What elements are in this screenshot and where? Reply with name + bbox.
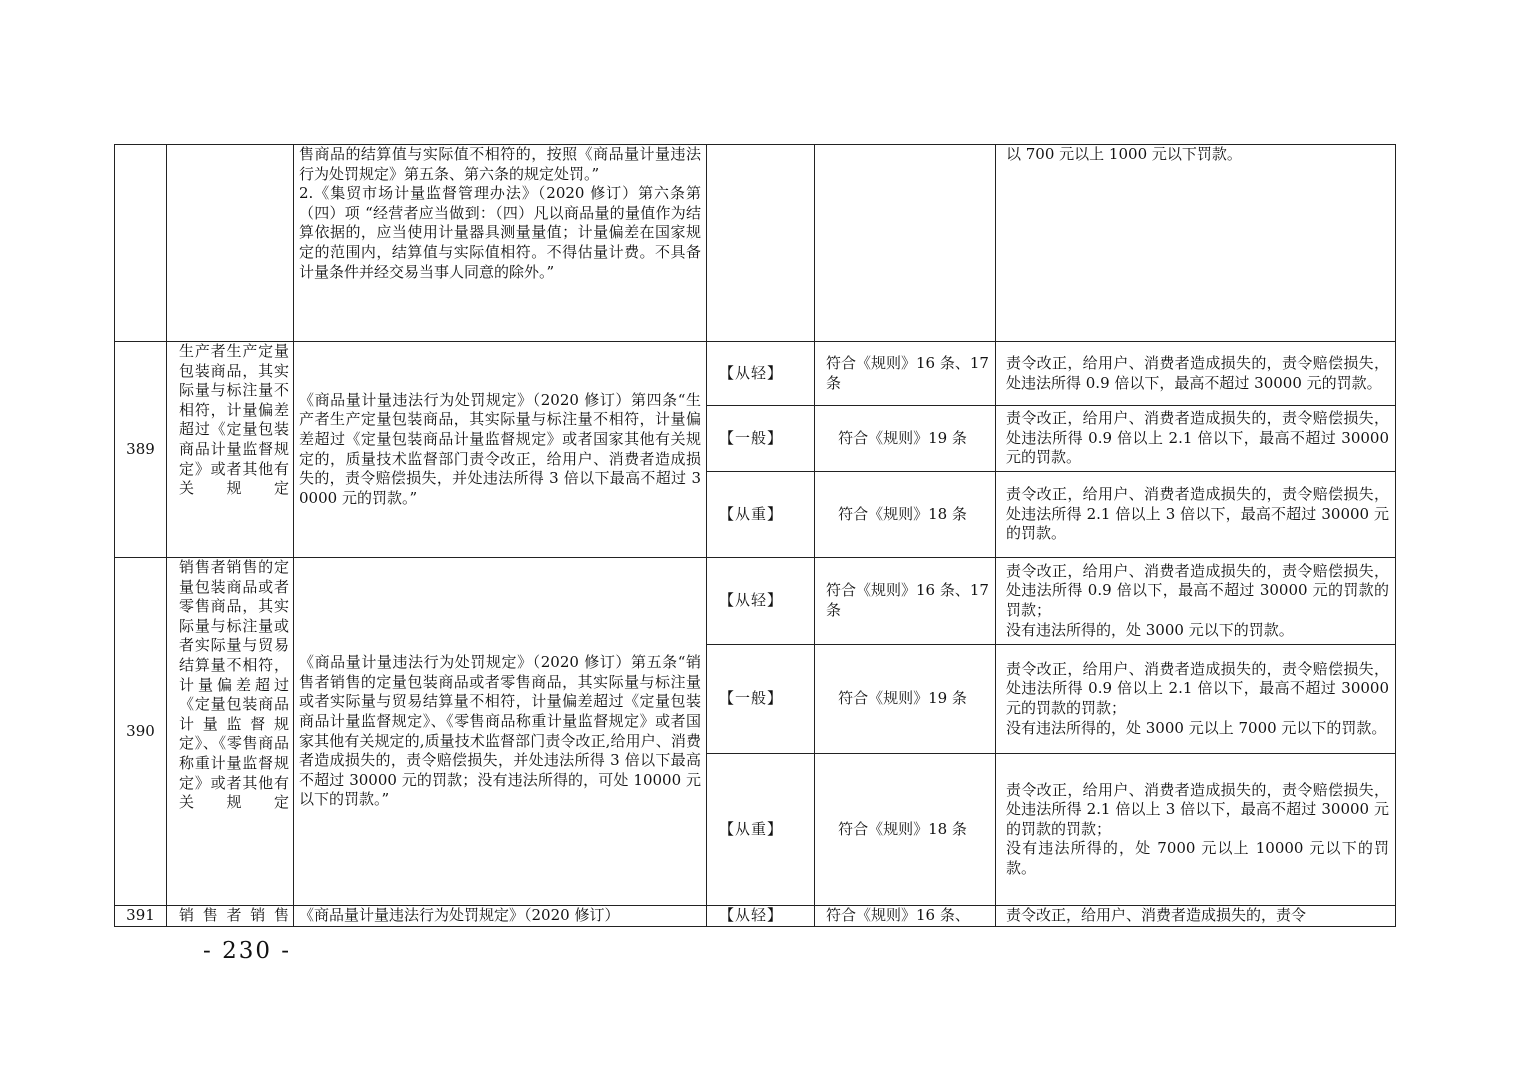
table-row-389 xyxy=(115,342,1396,406)
penalty-standard-cell xyxy=(996,754,1396,906)
applicable-condition-cell xyxy=(815,145,996,342)
table-row-continued xyxy=(115,145,1396,342)
penalty-standard-cell xyxy=(996,645,1396,754)
applicable-condition-cell: 符合《规则》18 条 xyxy=(815,754,996,906)
penalty-standard-cell: 责令改正，给用户、消费者造成损失的，责令 xyxy=(996,906,1396,927)
discretion-level-cell: 【从重】 xyxy=(707,754,815,906)
row-number-cell: 391 xyxy=(115,906,167,927)
penalty-standard-cell: 责令改正，给用户、消费者造成损失的，责令赔偿损失，处违法所得 0.9 倍以上 2.1 倍以下，最高不超过 30000 元的罚款。 xyxy=(996,406,1396,472)
row-number-cell: 389 xyxy=(115,342,167,558)
discretion-level-cell: 【从重】 xyxy=(707,472,815,558)
legal-basis-text: 《商品量计量违法行为处罚规定》（2020 修订）第五条“销售者销售的定量包装商品或者零售商品，其实际量与标注量或者实际量与贸易结算量不相符，计量偏差超过《定量包装商品计量监督规定》、《零售商品称重计量监督规定》或者国家其他有关规定的,质量技术监督部门责令改正,给用户、消费者造成损失的，责令赔偿损失，并处违法所得 3 倍以下最高不超过 30000 元的罚款；没有违法所得的，可处 10000 元以下的罚款。” xyxy=(299,653,701,809)
applicable-condition-cell: 符合《规则》19 条 xyxy=(815,406,996,472)
penalty-discretion-table xyxy=(114,144,1396,927)
legal-basis-cell xyxy=(294,145,707,342)
legal-basis-cell xyxy=(294,558,707,906)
discretion-level-cell: 【从轻】 xyxy=(707,558,815,645)
table-row-391 xyxy=(115,906,1396,927)
violation-behavior-text: 销售者销售的定量包装商品或者零售商品，其实际量与标注量或者实际量与贸易结算量不相符，计量偏差超过《定量包装商品计量监督规定》、《零售商品称重计量监督规定》或者其他有关规定 xyxy=(179,558,289,812)
legal-basis-cell: 《商品量计量违法行为处罚规定》（2020 修订） xyxy=(294,906,707,927)
penalty-standard-cell: 责令改正，给用户、消费者造成损失的，责令赔偿损失，处违法所得 2.1 倍以上 3 倍以下，最高不超过 30000 元的罚款。 xyxy=(996,472,1396,558)
row-number-cell xyxy=(115,145,167,342)
table-row-390 xyxy=(115,558,1396,645)
penalty-standard-text: 以 700 元以上 1000 元以下罚款。 xyxy=(1006,145,1242,163)
applicable-condition-cell: 符合《规则》18 条 xyxy=(815,472,996,558)
applicable-condition-cell: 符合《规则》16 条、 xyxy=(815,906,996,927)
discretion-level-cell: 【从轻】 xyxy=(707,342,815,406)
legal-basis-text: 《商品量计量违法行为处罚规定》（2020 修订）第四条“生产者生产定量包装商品，其实际量与标注量不相符，计量偏差超过《定量包装商品计量监督规定》或者国家其他有关规定的，质量技术监督部门责令改正，给用户、消费者造成损失的，责令赔偿损失，并处违法所得 3 倍以下最高不超过 30000 元的罚款。” xyxy=(299,390,701,507)
applicable-condition-cell: 符合《规则》16 条、17 条 xyxy=(815,342,996,406)
violation-behavior-cell xyxy=(167,342,294,558)
violation-behavior-cell xyxy=(167,145,294,342)
discretion-level-cell: 【从轻】 xyxy=(707,906,815,927)
row-number-cell: 390 xyxy=(115,558,167,906)
penalty-standard-text: 责令改正，给用户、消费者造成损失的，责令赔偿损失，处违法所得 0.9 倍以下，最高不超过 30000 元的罚款的罚款； 没有违法所得的，处 3000 元以下的罚款。 xyxy=(1006,561,1389,639)
discretion-level-cell: 【一般】 xyxy=(707,645,815,754)
page-number: - 230 - xyxy=(203,938,292,964)
penalty-standard-cell: 责令改正，给用户、消费者造成损失的，责令赔偿损失，处违法所得 0.9 倍以下，最高不超过 30000 元的罚款。 xyxy=(996,342,1396,406)
applicable-condition-cell: 符合《规则》19 条 xyxy=(815,645,996,754)
legal-basis-cell xyxy=(294,342,707,558)
discretion-level-cell: 【一般】 xyxy=(707,406,815,472)
penalty-standard-cell xyxy=(996,558,1396,645)
discretion-level-cell xyxy=(707,145,815,342)
penalty-standard-text: 责令改正，给用户、消费者造成损失的，责令赔偿损失，处违法所得 2.1 倍以上 3 倍以下，最高不超过 30000 元的罚款的罚款； 没有违法所得的，处 7000 元以上 10000 元以下的罚款。 xyxy=(1006,780,1389,877)
violation-behavior-text: 生产者生产定量包装商品，其实际量与标注量不相符，计量偏差超过《定量包装商品计量监督规定》或者其他有关规定 xyxy=(179,342,289,498)
penalty-standard-text: 责令改正，给用户、消费者造成损失的，责令赔偿损失，处违法所得 0.9 倍以上 2.1 倍以下，最高不超过 30000 元的罚款的罚款； 没有违法所得的，处 3000 元以上 7000 元以下的罚款。 xyxy=(1006,659,1389,737)
legal-basis-text: 售商品的结算值与实际值不相符的，按照《商品量计量违法行为处罚规定》第五条、第六条的规定处罚。” 2.《集贸市场计量监督管理办法》（2020 修订）第六条第（四）项 “经营者应当做到：（四）凡以商品量的量值作为结算依据的，应当使用计量器具测量量值；计量偏差在国家规定的范围内，结算值与实际值相符。不得估量计费。不具备计量条件并经交易当事人同意的除外。” xyxy=(299,145,701,281)
applicable-condition-cell: 符合《规则》16 条、17 条 xyxy=(815,558,996,645)
penalty-standard-cell xyxy=(996,145,1396,342)
violation-behavior-cell xyxy=(167,558,294,906)
violation-behavior-cell: 销售者销售 xyxy=(167,906,294,927)
